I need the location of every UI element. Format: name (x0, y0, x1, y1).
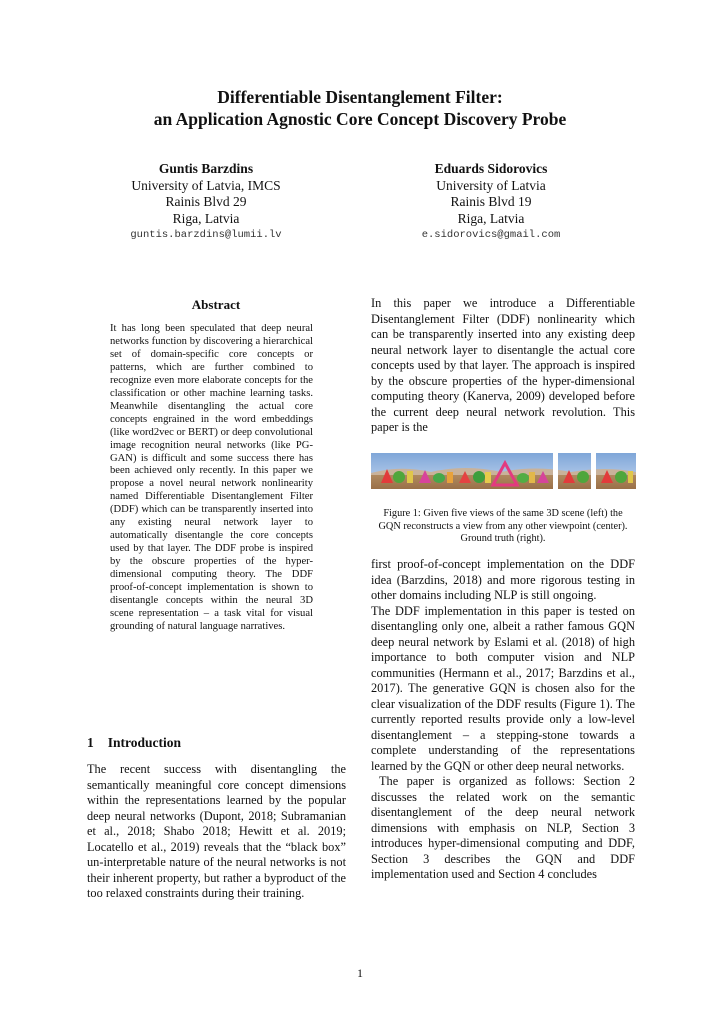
introduction-text: The recent success with disentangling the semantically meaningful core concept dimensions within the representations learned by the popular deep neural networks (Dupont, 2018; Subramanian et al., 2018; Shabo 2018; Hewitt et al. 2019; Locatello et al., 2019) reveals that the “black box” un-interpretable nature of the neural networks is not their inherent property, but rather a byproduct of the too relaxed constraints during their training. (87, 762, 346, 900)
author-city: Riga, Latvia (457, 210, 525, 226)
figure-1-image (371, 453, 636, 489)
author-block-1 (96, 161, 316, 244)
abstract-text: It has long been speculated that deep neural networks function by discovering a hierarchical set of domain-specific core concepts or patterns, which are further combined to recognize even more elaborate concepts for the classification or other machine learning tasks. Meanwhile disentangling the actual core concepts engrained in the word embeddings (like word2vec or BERT) or deep convolutional image recognition neural networks (like PG-GAN) is difficult and some success there has been achieved only recently. In this paper we propose a novel neural network nonlinearity named Differentiable Disentanglement Filter (DDF) which can be transparently inserted into any existing neural network layer to automatically disentangle the core concepts used by that layer. The DDF probe is inspired by the obscure properties of the hyper-dimensional computing theory. The DDF proof-of-concept implementation is shown to disentangle concepts within the neural 3D scene representation – a task vital for visual grounding of natural language narratives. (110, 323, 313, 632)
abstract-heading: Abstract (191, 297, 241, 312)
author-affiliation: University of Latvia, IMCS (131, 177, 281, 193)
paper-title (0, 86, 720, 130)
author-affiliation: University of Latvia (436, 177, 546, 193)
section-heading (87, 735, 181, 751)
figure-1-caption: Figure 1: Given five views of the same 3D scene (left) the GQN reconstructs a view from any other viewpoint (center). Ground truth (right). (378, 508, 628, 544)
right-column-body (371, 557, 635, 883)
title-line-1: Differentiable Disentanglement Filter: (217, 87, 503, 107)
author-street: Rainis Blvd 19 (450, 194, 532, 209)
author-city: Riga, Latvia (172, 210, 240, 226)
author-name: Guntis Barzdins (158, 161, 254, 176)
author-name: Eduards Sidorovics (434, 161, 548, 176)
title-line-2: an Application Agnostic Core Concept Discovery Probe (153, 109, 567, 129)
author-street: Rainis Blvd 29 (165, 194, 247, 209)
right-column-intro-text: In this paper we introduce a Differentiable Disentanglement Filter (DDF) nonlinearity which can be transparently inserted into any existing deep neural network layer to disentangle the actual core concepts used by that layer. The approach is inspired by the obscure properties of the hyper-dimensional computing theory (Kanerva, 2009) developed before the current deep neural network revolution. This paper is the (371, 296, 635, 434)
section-title: Introduction (107, 735, 182, 750)
paragraph: The paper is organized as follows: Section 2 discusses the related work on the semantic disentanglement of the deep neural network dimensions with emphasis on NLP, Section 3 introduces hyper-dimensional computing and DDF, Section 3 describes the GQN and DDF implementation used and Section 4 concludes (371, 774, 635, 881)
author-email[interactable]: guntis.barzdins@lumii.lv (130, 229, 282, 241)
section-number: 1 (87, 735, 94, 750)
paragraph: first proof-of-concept implementation on the DDF idea (Barzdins, 2018) and more rigorous testing in other domains including NLP is still ongoing. (371, 557, 635, 602)
author-block-2 (380, 161, 602, 244)
author-email[interactable]: e.sidorovics@gmail.com (421, 229, 561, 241)
paragraph: The DDF implementation in this paper is tested on disentangling only one, albeit a rather famous GQN deep neural network by Eslami et al. (2018) of high importance to both computer vision and NLP communities (Hermann et al., 2017; Barzdins et al., 2017). The generative GQN is chosen also for the clear visualization of the DDF results (Figure 1). The currently reported results provide only a low-level disentanglement – a stepping-stone towards a complete understanding of the representations learned by the GQN or other deep neural networks. (371, 603, 635, 773)
page-number: 1 (357, 966, 363, 980)
